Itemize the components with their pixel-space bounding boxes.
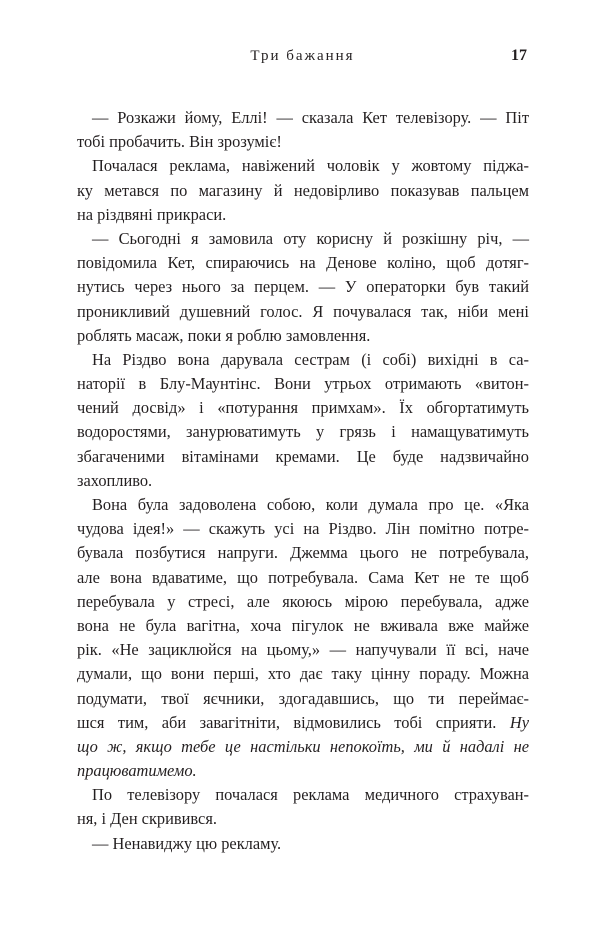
page-number: 17 — [511, 47, 527, 64]
paragraph — [77, 348, 529, 493]
paragraph — [77, 154, 529, 227]
body-text — [77, 106, 529, 856]
text-line: вона не була вагітна, хоча пігулок не вживала вже майже — [77, 615, 529, 635]
paragraph — [77, 227, 529, 348]
text-line: перебувала у стресі, але якоюсь мірою перебувала, адже — [77, 591, 529, 611]
italic-text-segment: Ну — [509, 712, 529, 732]
text-line: Вона була задоволена собою, коли думала про це. «Яка — [92, 495, 529, 514]
paragraph — [77, 493, 529, 783]
text-line: збагаченими вітамінами кремами. Це буде надзвичайно — [77, 446, 529, 466]
text-line: проникливий душевний голос. Я почувалася так, ніби мені — [77, 301, 529, 321]
text-line: захопливо. — [77, 470, 153, 490]
text-line: водоростями, занурюватимуть у грязь і намащуватимуть — [77, 422, 529, 442]
text-segment: шся тим, аби завагітніти, відмовились тобі сприяти. — [77, 712, 497, 732]
paragraph — [77, 783, 529, 831]
italic-text-line: працюватимемо. — [77, 761, 197, 781]
text-line: нутись через нього за перцем. — У операторки був такий — [77, 277, 529, 297]
text-line: На Різдво вона дарувала сестрам (і собі) вихідні в са- — [92, 349, 529, 369]
text-line: — Розкажи йому, Еллі! — сказала Кет телевізору. — Піт — [92, 108, 529, 127]
text-line: наторії в Блу-Маунтінс. Вони утрьох отримають «витон- — [77, 374, 529, 394]
text-line: ку метався по магазину й недовірливо показував пальцем — [77, 180, 529, 200]
text-line: тобі пробачить. Він зрозуміє! — [77, 132, 282, 152]
text-line: По телевізору почалася реклама медичного страхуван- — [92, 785, 529, 805]
text-line: думали, що вони перші, хто дає таку цінну пораду. Можна — [77, 664, 529, 684]
text-line: чений досвід» і «потурання примхам». Їх обгортатимуть — [77, 398, 529, 418]
text-line-mixed — [77, 711, 529, 735]
text-line: ня, і Ден скривився. — [77, 809, 217, 829]
italic-text-line: що ж, якщо тебе це настільки непокоїть, ми й надалі не — [77, 736, 529, 756]
text-line: бувала позбутися напруги. Джемма цього не потребувала, — [77, 543, 529, 563]
text-line: але вона вдаватиме, що потребувала. Сама Кет не те щоб — [77, 567, 529, 587]
text-line: Почалася реклама, навіжений чоловік у жовтому піджа- — [92, 156, 529, 176]
running-title: Три бажання — [250, 48, 355, 64]
paragraph — [77, 832, 529, 856]
running-head — [0, 48, 605, 70]
text-line: — Сьогодні я замовила оту корисну й розкішну річ, — — [92, 228, 529, 248]
text-line: — Ненавиджу цю рекламу. — [92, 833, 282, 853]
text-line: роблять масаж, поки я роблю замовлення. — [77, 325, 371, 345]
text-line: рік. «Не зациклюйся на цьому,» — напучували її всі, наче — [77, 640, 529, 660]
text-line: чудова ідея!» — скажуть усі на Різдво. Лін помітно потре- — [77, 519, 529, 539]
text-line: на різдвяні прикраси. — [77, 204, 227, 224]
text-line: повідомила Кет, спираючись на Денове коліно, щоб дотяг- — [77, 253, 529, 273]
text-line: подумати, твої яєчники, здогадавшись, що ти переймає- — [77, 688, 529, 708]
paragraph — [77, 106, 529, 154]
